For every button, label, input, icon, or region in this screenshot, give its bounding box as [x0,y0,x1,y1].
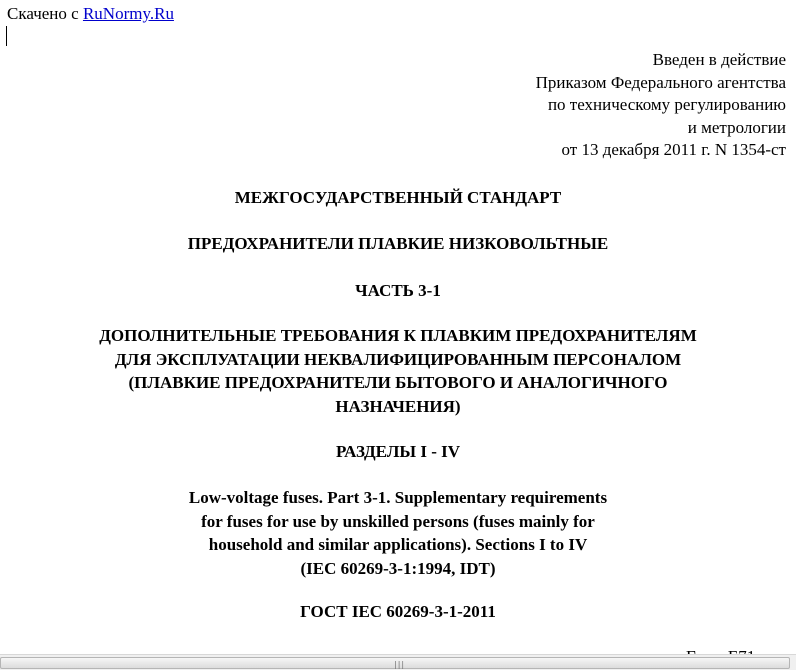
english-title-line: (IEC 60269-3-1:1994, IDT) [300,558,496,578]
english-title-line: household and similar applications). Sections I to IV [208,535,588,554]
enactment-line: Введен в действие [652,50,786,69]
enactment-note [536,49,786,162]
heading-line: НАЗНАЧЕНИЯ) [335,396,461,416]
heading-line: (ПЛАВКИЕ ПРЕДОХРАНИТЕЛИ БЫТОВОГО И АНАЛОГИЧНОГО [128,373,668,392]
part-heading: ЧАСТЬ 3-1 [355,281,441,300]
enactment-line: и метрологии [687,117,786,137]
english-title-line: Low-voltage fuses. Part 3-1. Supplementary requirements [188,488,608,507]
english-title-line: for fuses for use by unskilled persons (fuses mainly for [201,511,595,531]
english-title [0,486,796,580]
heading-line: ДЛЯ ЭКСПЛУАТАЦИИ НЕКВАЛИФИЦИРОВАННЫМ ПЕРСОНАЛОМ [114,349,682,369]
standard-type-heading: МЕЖГОСУДАРСТВЕННЫЙ СТАНДАРТ [234,188,562,207]
enactment-line: Приказом Федерального агентства [535,72,786,92]
download-source-line [7,4,174,24]
enactment-line: по техническому регулированию [547,95,786,114]
additional-requirements-heading [0,324,796,418]
scrollbar-thumb[interactable] [0,657,790,669]
horizontal-scrollbar[interactable] [0,654,796,670]
runormy-link[interactable]: RuNormy.Ru [82,4,174,23]
standard-title-heading: ПРЕДОХРАНИТЕЛИ ПЛАВКИЕ НИЗКОВОЛЬТНЫЕ [187,234,609,253]
scrollbar-grip-icon: ||| [394,660,406,669]
gost-designation: ГОСТ IEC 60269-3-1-2011 [300,602,496,621]
download-source-prefix: Скачено с [7,4,79,23]
heading-line: ДОПОЛНИТЕЛЬНЫЕ ТРЕБОВАНИЯ К ПЛАВКИМ ПРЕДОХРАНИТЕЛЯМ [99,326,697,345]
enactment-line: от 13 декабря 2011 г. N 1354-ст [561,140,786,159]
text-cursor [6,26,7,46]
sections-heading: РАЗДЕЛЫ I - IV [335,442,461,461]
